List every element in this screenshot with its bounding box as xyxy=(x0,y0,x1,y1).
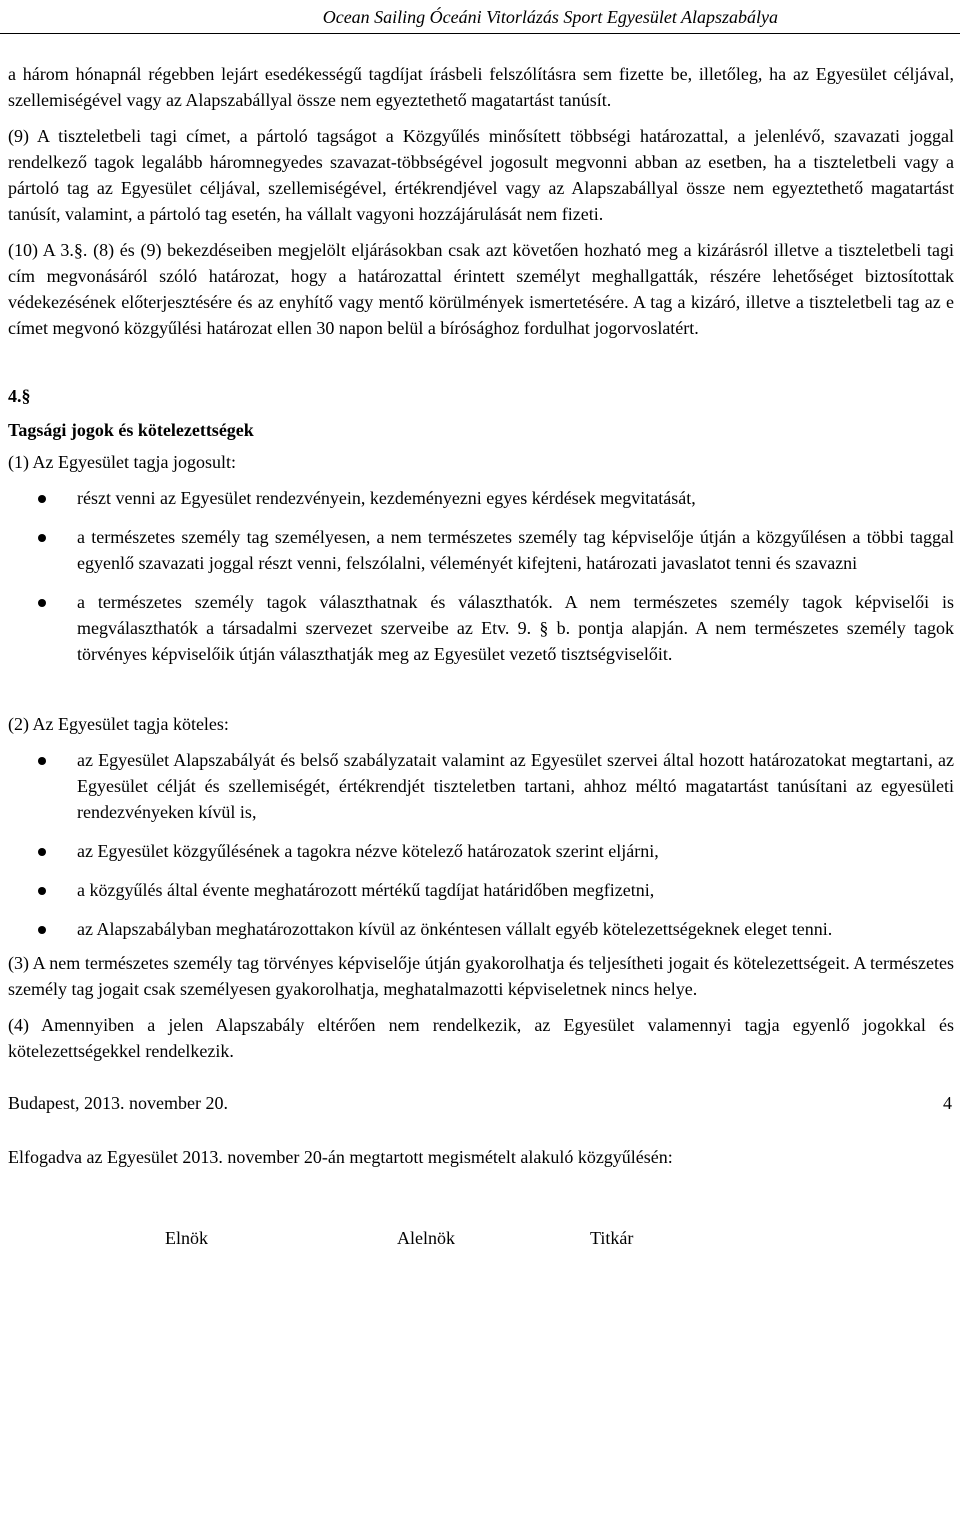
rights-list xyxy=(8,485,954,667)
signer-secretary: Titkár xyxy=(590,1228,634,1248)
bullet-icon xyxy=(38,887,46,895)
page-header-title: Ocean Sailing Óceáni Vitorlázás Sport Egyesület Alapszabálya xyxy=(322,7,778,27)
list-item xyxy=(8,747,954,825)
section-title: Tagsági jogok és kötelezettségek xyxy=(8,420,254,440)
list-item-text: az Egyesület közgyűlésének a tagokra nézve kötelező határozatok szerint eljárni, xyxy=(77,841,659,861)
header-divider xyxy=(0,33,960,34)
bullet-icon xyxy=(38,848,46,856)
bullet-icon xyxy=(38,534,46,542)
rights-intro: (1) Az Egyesület tagja jogosult: xyxy=(8,452,236,472)
list-item xyxy=(8,589,954,667)
page-number: 4 xyxy=(943,1093,952,1113)
paragraph-9: (9) A tiszteletbeli tagi címet, a pártoló tagságot a Közgyűlés minősített többségi határozattal, a jelenlévő, szavazati joggal rendelkező tagok legalább háromnegyedes szavazat-többségével jogosult megvonni abban az esetben, ha a tiszteletbeli vagy a pártoló tag az Egyesület céljával, szellemiségével, értékrendjével vagy az Alapszabállyal össze nem egyeztethető magatartást tanúsít, valamint, a pártoló tag esetén, ha vállalt vagyoni hozzájárulását nem fizeti. xyxy=(8,126,954,224)
signer-president: Elnök xyxy=(165,1228,208,1248)
list-item xyxy=(8,838,954,864)
date-text: Budapest, 2013. november 20. xyxy=(8,1093,228,1113)
list-item xyxy=(8,524,954,576)
list-item-text: a természetes személy tag személyesen, a nem természetes személy tag képviselője útján a közgyűlésen a többi taggal egyenlő szavazati joggal részt venni, felszólalni, véleményét kifejteni, határozati javaslatot tenni és szavazni xyxy=(77,527,954,573)
signature-labels xyxy=(8,1225,954,1251)
duties-list xyxy=(8,747,954,942)
paragraph-10: (10) A 3.§. (8) és (9) bekezdéseiben megjelölt eljárásokban csak azt követően hozható meg a kizárásról illetve a tiszteletbeli tagi cím megvonásáról szóló határozat, hogy a határozattal érintett személyt meghallgatták, részére lehetőséget biztosítottak védekezésének előterjesztésére és az enyhítő vagy mentő körülmények ismertetésére. A tag a kizáró, illetve a tiszteletbeli tag az e címet megvonó közgyűlési határozat ellen 30 napon belül a bírósághoz fordulhat jogorvoslatért. xyxy=(8,240,954,338)
list-item xyxy=(8,916,954,942)
date-line xyxy=(8,1090,954,1116)
list-item-text: részt venni az Egyesület rendezvényein, kezdeményezni egyes kérdések megvitatását, xyxy=(77,488,696,508)
approval-statement: Elfogadva az Egyesület 2013. november 20-án megtartott megismételt alakuló közgyűlésén: xyxy=(8,1147,673,1167)
list-item xyxy=(8,485,954,511)
document-body xyxy=(8,61,954,1251)
list-item xyxy=(8,877,954,903)
paragraph-exclusion-continuation: a három hónapnál régebben lejárt esedékességű tagdíjat írásbeli felszólításra sem fizette be, illetőleg, ha az Egyesület céljával, szellemiségével vagy az Alapszabállyal össze nem egyeztethető magatartást tanúsít. xyxy=(8,64,954,110)
paragraph-3: (3) A nem természetes személy tag törvényes képviselője útján gyakorolhatja és teljesítheti jogait és kötelezettségeit. A természetes személy tag jogait csak személyesen gyakorolhatja, meghatalmazotti képviseletnek nincs helye. xyxy=(8,953,954,999)
list-item-text: az Alapszabályban meghatározottakon kívül az önkéntesen vállalt egyéb kötelezettségeknek eleget tenni. xyxy=(77,919,833,939)
bullet-icon xyxy=(38,757,46,765)
list-item-text: az Egyesület Alapszabályát és belső szabályzatait valamint az Egyesület szervei által hozott határozatokat megtartani, az Egyesület célját és szellemiségét, értékrendjét tiszteletben tartani, ahhoz méltó magatartást tanúsítani az egyesületi rendezvényeken kívül is, xyxy=(77,750,954,822)
bullet-icon xyxy=(38,599,46,607)
bullet-icon xyxy=(38,495,46,503)
list-item-text: a közgyűlés által évente meghatározott mértékű tagdíjat határidőben megfizetni, xyxy=(77,880,655,900)
duties-intro: (2) Az Egyesület tagja köteles: xyxy=(8,714,229,734)
section-number: 4.§ xyxy=(8,386,31,406)
bullet-icon xyxy=(38,926,46,934)
paragraph-4: (4) Amennyiben a jelen Alapszabály eltérően nem rendelkezik, az Egyesület valamennyi tagja egyenlő jogokkal és kötelezettségekkel rendelkezik. xyxy=(8,1015,954,1061)
list-item-text: a természetes személy tagok választhatnak és választhatók. A nem természetes személy tagok képviselői is megválaszthatók a társadalmi szervezet szerveibe az Etv. 9. § b. pontja alapján. A nem természetes személy tagok törvényes képviselőik útján választhatják meg az Egyesület vezető tisztségviselőit. xyxy=(77,592,954,664)
signer-vice-president: Alelnök xyxy=(397,1228,455,1248)
